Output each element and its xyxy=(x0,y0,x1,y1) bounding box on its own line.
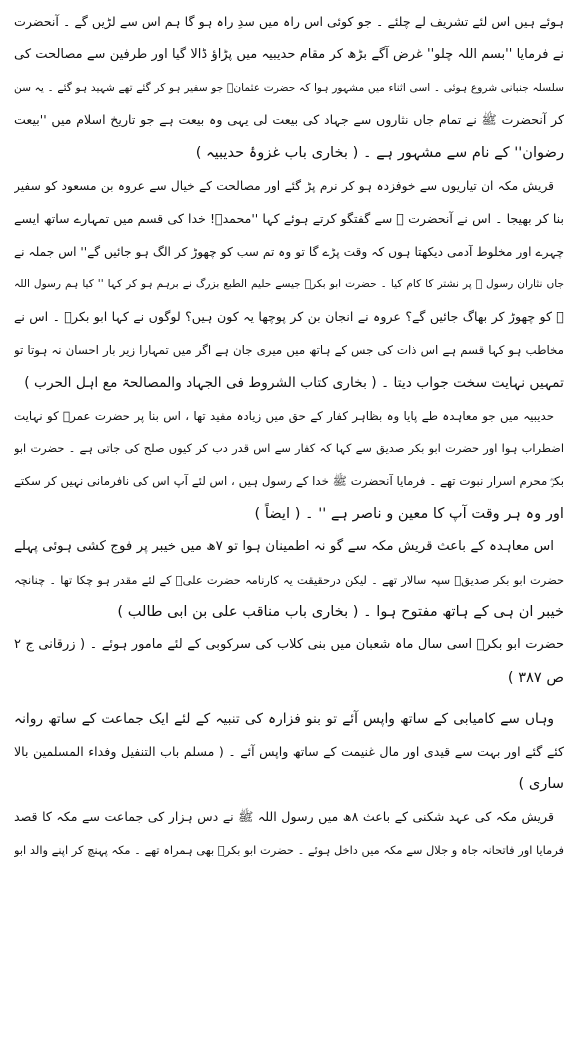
text-line: اضطراب ہوا اور حضرت ابو بکر صدیق سے کہا کہ کفار سے اس قدر دب کر کیوں صلح کی جاتی ہے ۔ حضرت ابو xyxy=(14,441,564,456)
text-line: فرمایا اور فاتحانہ جاہ و جلال سے مکہ میں داخل ہوئے ۔ حضرت ابو بکرؓ بھی ہمراہ تھے ۔ مکہ پہنچ کر اپنے والد ابو xyxy=(14,842,564,857)
text-line: حضرت ابو بکر صدیقؓ سپہ سالار تھے ۔ لیکن درحقیقت یہ کارنامہ حضرت علیؓ کے لئے مقدر ہو چکا تھا ۔ چنانچہ xyxy=(14,572,564,587)
text-line: کئے گئے اور بہت سے قیدی اور مال غنیمت کے ساتھ واپس آئے ۔ ( مسلم باب التنفیل وفداء المسلمین بالا xyxy=(14,743,564,759)
text-line: وہاں سے کامیابی کے ساتھ واپس آئے تو بنو فزارہ کی تنبیہ کے لئے ایک جماعت کے ساتھ روانہ xyxy=(14,710,554,727)
text-line: ہوئے ہیں اس لئے تشریف لے چلئے ۔ جو کوئی اس راہ میں سدِ راہ ہو گا ہم اس سے لڑیں گے ۔ آنحضرت xyxy=(14,14,564,29)
text-line: رضوان'' کے نام سے مشہور ہے ۔ ( بخاری باب غزوۂ حدیبیہ ) xyxy=(195,144,564,162)
text-line: کر آنحضرت ﷺ نے تمام جاں نثاروں سے جہاد کی بیعت لی یہی وہ بیعت ہے جو تاریخ اسلام میں ''بیعت xyxy=(14,112,564,128)
text-line: قریش مکہ ان تیاریوں سے خوفزدہ ہو کر نرم پڑ گئے اور مصالحت کے خیال سے عروہ بن مسعود کو سفیر xyxy=(14,178,554,193)
text-line: بکرؓ محرم اسرار نبوت تھے ۔ فرمایا آنحضرت ﷺ خدا کے رسول ہیں ، اس لئے آپ اس کی نافرمانی نہیں کر سکتے xyxy=(14,474,564,489)
text-line: تمہیں نہایت سخت جواب دیتا ۔ ( بخاری کتاب الشروط فی الجہاد والمصالحۃ مع اہل الحرب ) xyxy=(24,374,564,391)
text-line: خیبر ان ہی کے ہاتھ مفتوح ہوا ۔ ( بخاری باب مناقب علی بن ابی طالب ) xyxy=(117,603,564,621)
text-line: سلسلہ جنبانی شروع ہوئی ۔ اسی اثناء میں مشہور ہوا کہ حضرت عثمانؓ جو سفیر ہو کر گئے تھے شہید ہو گئے ۔ یہ سن xyxy=(14,81,564,94)
text-line: جاں نثاران رسول ﷺ پر نشتر کا کام کیا ۔ حضرت ابو بکرؓ جیسے حلیم الطبع بزرگ نے برہم ہو کر کہا '' کیا ہم رسول اللہ xyxy=(14,278,564,291)
text-line: ص ۳۸۷ ) xyxy=(507,668,564,686)
text-line: بنا کر بھیجا ۔ اس نے آنحضرت ﷺ سے گفتگو کرتے ہوئے کہا ''محمدؐ! خدا کی قسم میں تمہارے ساتھ ایسے xyxy=(14,210,564,226)
text-line: اور وہ ہر وقت آپ کا معین و ناصر ہے '' ۔ ( ایضاً ) xyxy=(254,504,564,522)
text-line: حدیبیہ میں جو معاہدہ طے پایا وہ بظاہر کفار کے حق میں زیادہ مفید تھا ، اس بنا پر حضرت عمرؓ کو نہایت xyxy=(14,408,554,423)
text-line: ساری ) xyxy=(518,775,564,793)
text-line: اس معاہدہ کے باعث قریش مکہ سے گو نہ اطمینان ہوا تو ۷ھ میں خیبر پر فوج کشی ہوئی پہلے xyxy=(14,538,554,554)
text-line: ﷺ کو چھوڑ کر بھاگ جائیں گے؟ عروہ نے انجان بن کر پوچھا یہ کون ہیں؟ لوگوں نے کہا ابو بکرؓ ۔ اس نے xyxy=(14,309,564,325)
text-line: نے فرمایا ''بسم اللہ چلو'' غرض آگے بڑھ کر مقام حدیبیہ میں پڑاؤ ڈالا گیا اور طرفین سے مصالحت کی xyxy=(14,46,564,62)
text-line: حضرت ابو بکرؓ اسی سال ماہ شعبان میں بنی کلاب کی سرکوبی کے لئے مامور ہوئے ۔ ( زرقانی ج ۲ xyxy=(14,637,564,653)
text-line: قریش مکہ کی عہد شکنی کے باعث ۸ھ میں رسول اللہ ﷺ نے دس ہزار کی جماعت سے مکہ کا قصد xyxy=(14,809,554,825)
text-line: مخاطب ہو کہا قسم ہے اس ذات کی جس کے ہاتھ میں میری جان ہے اگر میں تمہارا زیر بار احسان نہ ہوتا تو xyxy=(14,342,564,357)
text-line: چہرے اور مخلوط آدمی دیکھتا ہوں کہ وقت پڑے گا تو وہ تم سب کو چھوڑ کر الگ ہو جائیں گے'' اس جملہ نے xyxy=(14,244,564,259)
